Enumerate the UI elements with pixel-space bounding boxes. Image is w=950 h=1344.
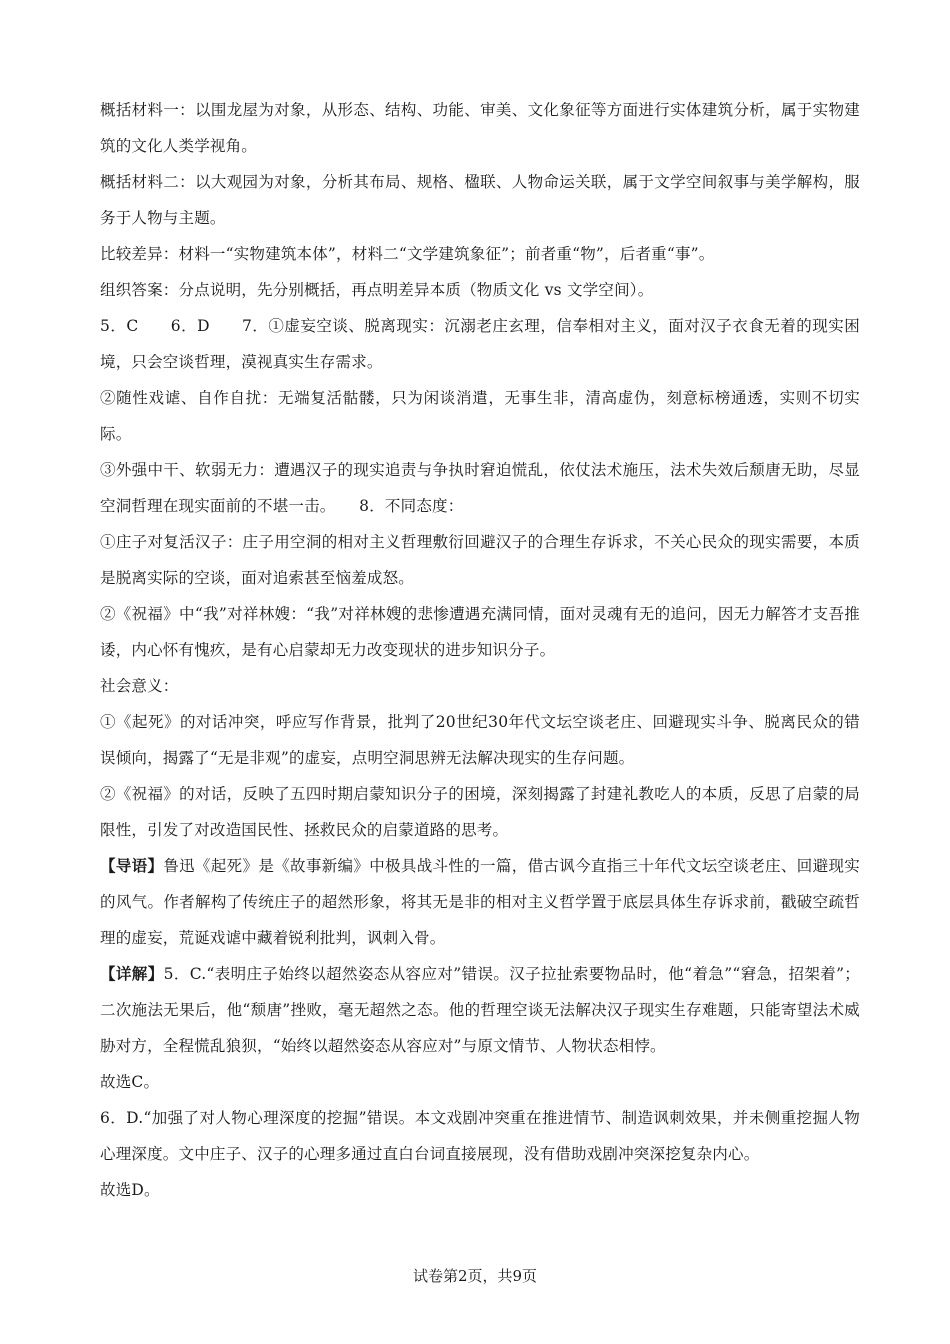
paragraph-choice-6: 故选D。 bbox=[100, 1181, 160, 1199]
paragraph-summary-material-2: 概括材料二：以大观园为对象，分析其布局、规格、楹联、人物命运关联，属于文学空间叙事与美学解构，服务于人物与主题。 bbox=[100, 173, 860, 227]
paragraph-choice-5: 故选C。 bbox=[100, 1073, 160, 1091]
paragraph-organize-answer: 组织答案：分点说明，先分别概括，再点明差异本质（物质文化 vs 文学空间）。 bbox=[100, 281, 654, 299]
guide-tag: 【导语】 bbox=[100, 856, 164, 875]
paragraph-social-meaning-2: ②《祝福》的对话，反映了五四时期启蒙知识分子的困境，深刻揭露了封建礼教吃人的本质，反思了启蒙的局限性，引发了对改造国民性、拯救民众的启蒙道路的思考。 bbox=[100, 785, 860, 839]
paragraph-attitude-1: ①庄子对复活汉子：庄子用空洞的相对主义哲理敷衍回避汉子的合理生存诉求，不关心民众的现实需要，本质是脱离实际的空谈，面对追索甚至恼羞成怒。 bbox=[100, 533, 860, 587]
paragraph-guide bbox=[100, 848, 860, 956]
guide-text: 鲁迅《起死》是《故事新编》中极具战斗性的一篇，借古讽今直指三十年代文坛空谈老庄、回避现实的风气。作者解构了传统庄子的超然形象，将其无是非的相对主义哲学置于底层具体生存诉求前，戳破空疏哲理的虚妄，荒诞戏谑中藏着锐利批判，讽刺入骨。 bbox=[100, 857, 860, 947]
paragraph-comparison: 比较差异：材料一“实物建筑本体”，材料二“文学建筑象征”；前者重“物”，后者重“事”。 bbox=[100, 245, 715, 263]
paragraph-social-meaning-1: ①《起死》的对话冲突，呼应写作背景，批判了20世纪30年代文坛空谈老庄、回避现实斗争、脱离民众的错误倾向，揭露了“无是非观”的虚妄，点明空洞思辨无法解决现实的生存问题。 bbox=[100, 713, 860, 767]
paragraph-detail-6: 6．D.“加强了对人物心理深度的挖掘”错误。本文戏剧冲突重在推进情节、制造讽刺效果，并未侧重挖掘人物心理深度。文中庄子、汉子的心理多通过直白台词直接展现，没有借助戏剧冲突深挖复杂内心。 bbox=[100, 1109, 860, 1163]
paragraph-summary-material-1: 概括材料一：以围龙屋为对象，从形态、结构、功能、审美、文化象征等方面进行实体建筑分析，属于实物建筑的文化人类学视角。 bbox=[100, 101, 860, 155]
detail-tag: 【详解】 bbox=[100, 964, 164, 983]
paragraph-point-3: ③外强中干、软弱无力：遭遇汉子的现实追责与争执时窘迫慌乱，依仗法术施压，法术失效后颓唐无助，尽显空洞哲理在现实面前的不堪一击。 8．不同态度： bbox=[100, 461, 860, 515]
paragraph-attitude-2: ②《祝福》中“我”对祥林嫂：“我”对祥林嫂的悲惨遭遇充满同情，面对灵魂有无的追问，因无力解答才支吾推诿，内心怀有愧疚，是有心启蒙却无力改变现状的进步知识分子。 bbox=[100, 605, 860, 659]
detail-text: 5．C.“表明庄子始终以超然姿态从容应对”错误。汉子拉扯索要物品时，他“着急”“窘急，招架着”；二次施法无果后，他“颓唐”挫败，毫无超然之态。他的哲理空谈无法解决汉子现实生存难题，只能寄望法术威胁对方，全程慌乱狼狈，“始终以超然姿态从容应对”与原文情节、人物状态相悖。 bbox=[100, 965, 860, 1055]
paragraph-point-2: ②随性戏谑、自作自扰：无端复活骷髅，只为闲谈消遣，无事生非，清高虚伪，刻意标榜通透，实则不切实际。 bbox=[100, 389, 860, 443]
paragraph-social-meaning-heading: 社会意义： bbox=[100, 677, 179, 695]
answer-content bbox=[100, 92, 860, 1208]
paragraph-detail-5 bbox=[100, 956, 860, 1064]
paragraph-answers-5-7: 5．C 6．D 7．①虚妄空谈、脱离现实：沉溺老庄玄理，信奉相对主义，面对汉子衣食无着的现实困境，只会空谈哲理，漠视真实生存需求。 bbox=[100, 317, 860, 371]
page-footer: 试卷第2页，共9页 bbox=[412, 1267, 538, 1285]
